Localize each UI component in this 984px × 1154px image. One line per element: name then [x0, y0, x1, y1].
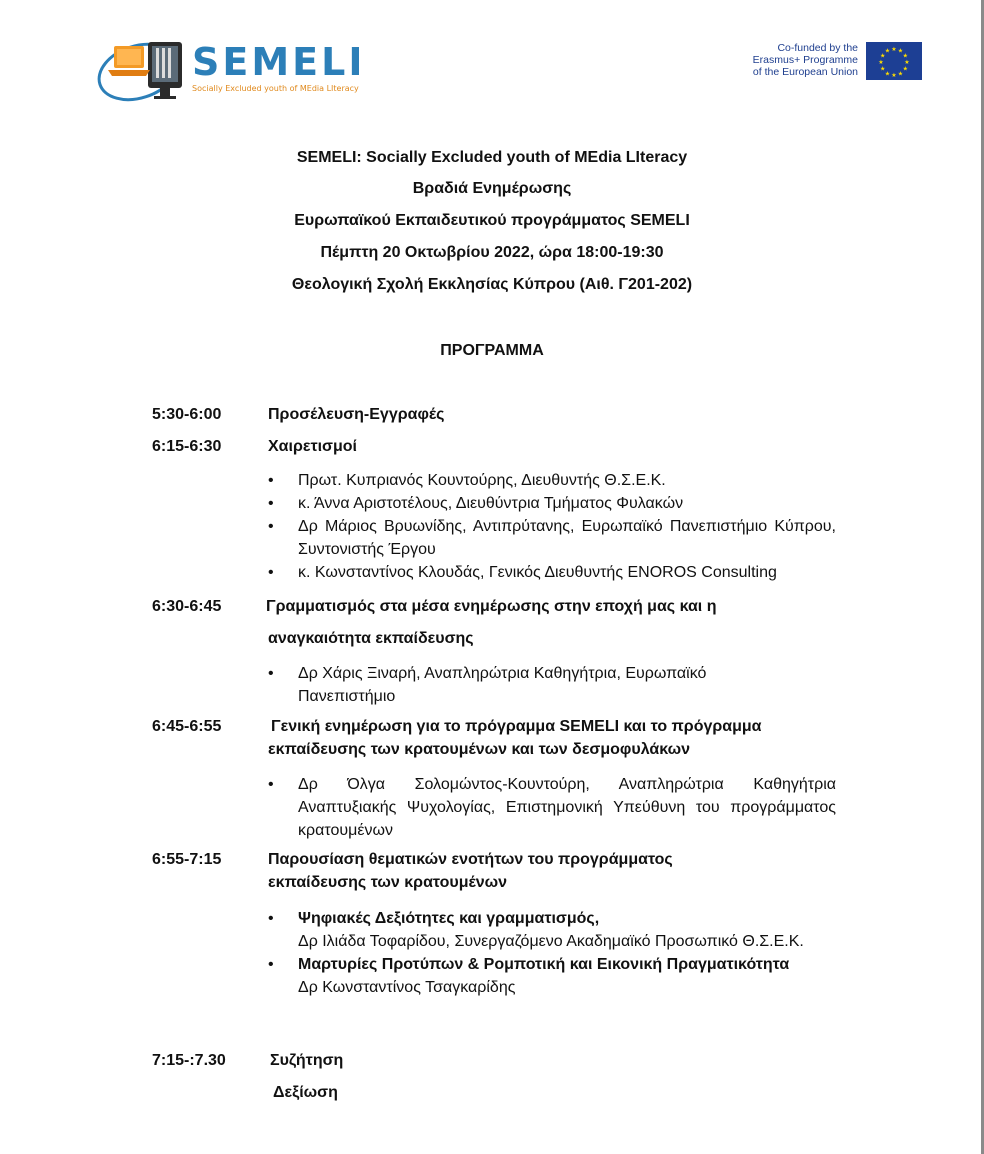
s3-time: 6:30-6:45	[152, 598, 222, 615]
list-item: • κ. Άννα Αριστοτέλους, Διευθύντρια Τμήματος Φυλακών	[268, 492, 836, 515]
eu-cofunded-logo	[740, 42, 922, 82]
program-heading: ΠΡΟΓΡΑΜΜΑ	[440, 342, 544, 359]
svg-text:★: ★	[891, 46, 897, 53]
s3-bullets	[268, 662, 768, 708]
svg-text:★: ★	[884, 70, 891, 78]
s6-title: Συζήτηση	[270, 1052, 344, 1069]
s2-bullets	[268, 469, 836, 584]
s2-title: Χαιρετισμοί	[268, 438, 357, 455]
semeli-logo-word: SEMELI	[192, 40, 366, 84]
eu-flag-icon	[866, 42, 922, 80]
s3-title-line-2: αναγκαιότητα εκπαίδευσης	[268, 630, 474, 647]
svg-text:★: ★	[897, 70, 904, 78]
s5-b1-text: Δρ Ιλιάδα Τοφαρίδου, Συνεργαζόμενο Ακαδημαϊκό Προσωπικό Θ.Σ.Ε.Κ.	[298, 933, 804, 950]
svg-text:★: ★	[902, 65, 908, 73]
s6-time: 7:15-:7.30	[152, 1052, 226, 1069]
s2-time: 6:15-6:30	[152, 438, 222, 455]
list-item	[268, 953, 836, 999]
list-item	[268, 907, 836, 953]
doc-title-5: Θεολογική Σχολή Εκκλησίας Κύπρου (Αιθ. Γ201-202)	[291, 276, 693, 293]
svg-text:★: ★	[880, 52, 886, 60]
svg-text:★: ★	[880, 65, 886, 73]
s4-bullets	[268, 773, 836, 842]
s7-title: Δεξίωση	[273, 1084, 338, 1101]
list-item: • κ. Κωνσταντίνος Κλουδάς, Γενικός Διευθυντής ENOROS Consulting	[268, 561, 836, 584]
doc-title-4: Πέμπτη 20 Οκτωβρίου 2022, ώρα 18:00-19:30	[320, 244, 664, 261]
s5-b1-title: • Ψηφιακές Δεξιότητες και γραμματισμός,	[298, 910, 600, 927]
s5-title-line-2: εκπαίδευσης των κρατουμένων	[268, 874, 508, 891]
svg-text:★: ★	[904, 59, 910, 66]
svg-text:★: ★	[878, 59, 884, 66]
doc-title-2: Βραδιά Ενημέρωσης	[412, 180, 572, 197]
svg-text:★: ★	[897, 47, 904, 55]
s5-b2-title: • Μαρτυρίες Προτύπων & Ρομποτική και Εικονική Πραγματικότητα	[298, 956, 790, 973]
semeli-logo	[96, 36, 366, 106]
svg-text:★: ★	[891, 72, 897, 79]
s1-time: 5:30-6:00	[152, 406, 222, 423]
doc-title-1: SEMELI: Socially Excluded youth of MEdia LIteracy	[296, 149, 688, 166]
list-item: • Δρ Όλγα Σολομώντος-Κουντούρη, Αναπληρώτρια Καθηγήτρια Αναπτυξιακής Ψυχολογίας, Επιστημονική Υπεύθυνη του προγράμματος κρατουμένων	[268, 773, 836, 842]
s4-title-line-2: εκπαίδευσης των κρατουμένων και των δεσμοφυλάκων	[268, 741, 691, 758]
s1-title: Προσέλευση-Εγγραφές	[268, 406, 445, 423]
list-item: • Δρ Χάρις Ξιναρή, Αναπληρώτρια Καθηγήτρια, Ευρωπαϊκό Πανεπιστήμιο	[268, 662, 768, 708]
list-item: • Δρ Μάριος Βρυωνίδης, Αντιπρύτανης, Ευρωπαϊκό Πανεπιστήμιο Κύπρου, Συντονιστής Έργου	[268, 515, 836, 561]
s5-title-line-1: Παρουσίαση θεματικών ενοτήτων του προγράμματος	[268, 851, 673, 868]
eu-line-1: Co-funded by the	[777, 42, 858, 54]
eu-line-2: Erasmus+ Programme	[752, 54, 858, 66]
svg-text:★: ★	[884, 47, 891, 55]
s5-time: 6:55-7:15	[152, 851, 222, 868]
monitor-laptop-icon	[96, 36, 196, 106]
eu-line-3: of the European Union	[752, 66, 858, 78]
semeli-logo-tagline: Socially Excluded youth of MEdia LIteracy	[192, 84, 359, 93]
s5-bullets	[268, 907, 836, 999]
s4-title-line-1: Γενική ενημέρωση για το πρόγραμμα SEMELI και το πρόγραμμα	[271, 718, 762, 735]
svg-text:★: ★	[902, 52, 908, 60]
doc-title-3: Ευρωπαϊκού Εκπαιδευτικού προγράμματος SEMELI	[294, 212, 690, 229]
s5-b2-text: Δρ Κωνσταντίνος Τσαγκαρίδης	[298, 979, 516, 996]
eu-text	[753, 42, 858, 78]
s3-title-line-1: Γραμματισμός στα μέσα ενημέρωσης στην εποχή μας και η	[266, 598, 717, 615]
s4-time: 6:45-6:55	[152, 718, 222, 735]
list-item: • Πρωτ. Κυπριανός Κουντούρης, Διευθυντής Θ.Σ.Ε.Κ.	[268, 469, 836, 492]
